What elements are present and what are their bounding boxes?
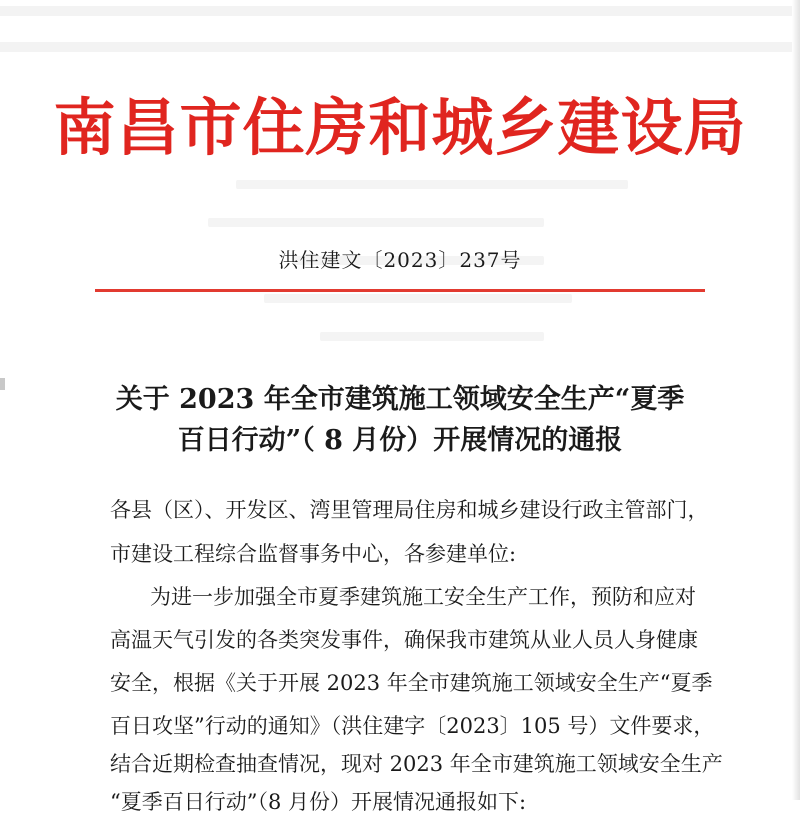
paragraph-line-4: 百日攻坚”行动的通知》（洪住建字〔2023〕105 号）文件要求， xyxy=(110,714,715,738)
addressee-line-2: 市建设工程综合监督事务中心，各参建单位: xyxy=(110,542,517,566)
red-separator-line xyxy=(95,289,705,292)
document-title-line-2: 百日行动”（ 8 月份）开展情况的通报 xyxy=(177,425,623,456)
paragraph-line-6: “夏季百日行动”（8 月份）开展情况通报如下: xyxy=(110,790,527,814)
paragraph-line-1: 为进一步加强全市夏季建筑施工安全生产工作，预防和应对 xyxy=(150,585,696,609)
bleed-through-top-2 xyxy=(0,42,800,52)
addressee-line-1: 各县（区）、开发区、湾里管理局住房和城乡建设行政主管部门， xyxy=(110,498,709,522)
issuing-agency-header: 南昌市住房和城乡建设局 xyxy=(53,91,747,164)
document-title-line-1: 关于 2023 年全市建筑施工领域安全生产“夏季 xyxy=(115,384,685,415)
bleed-through-area xyxy=(180,0,740,380)
paragraph-line-3: 安全，根据《关于开展 2023 年全市建筑施工领域安全生产“夏季 xyxy=(110,671,713,695)
paragraph-line-2: 高温天气引发的各类突发事件，确保我市建筑从业人员人身健康 xyxy=(110,628,698,652)
paragraph-line-5: 结合近期检查抽查情况，现对 2023 年全市建筑施工领域安全生产 xyxy=(110,752,723,776)
bleed-through-top xyxy=(0,6,800,16)
document-number: 洪住建文〔2023〕237号 xyxy=(278,248,522,272)
